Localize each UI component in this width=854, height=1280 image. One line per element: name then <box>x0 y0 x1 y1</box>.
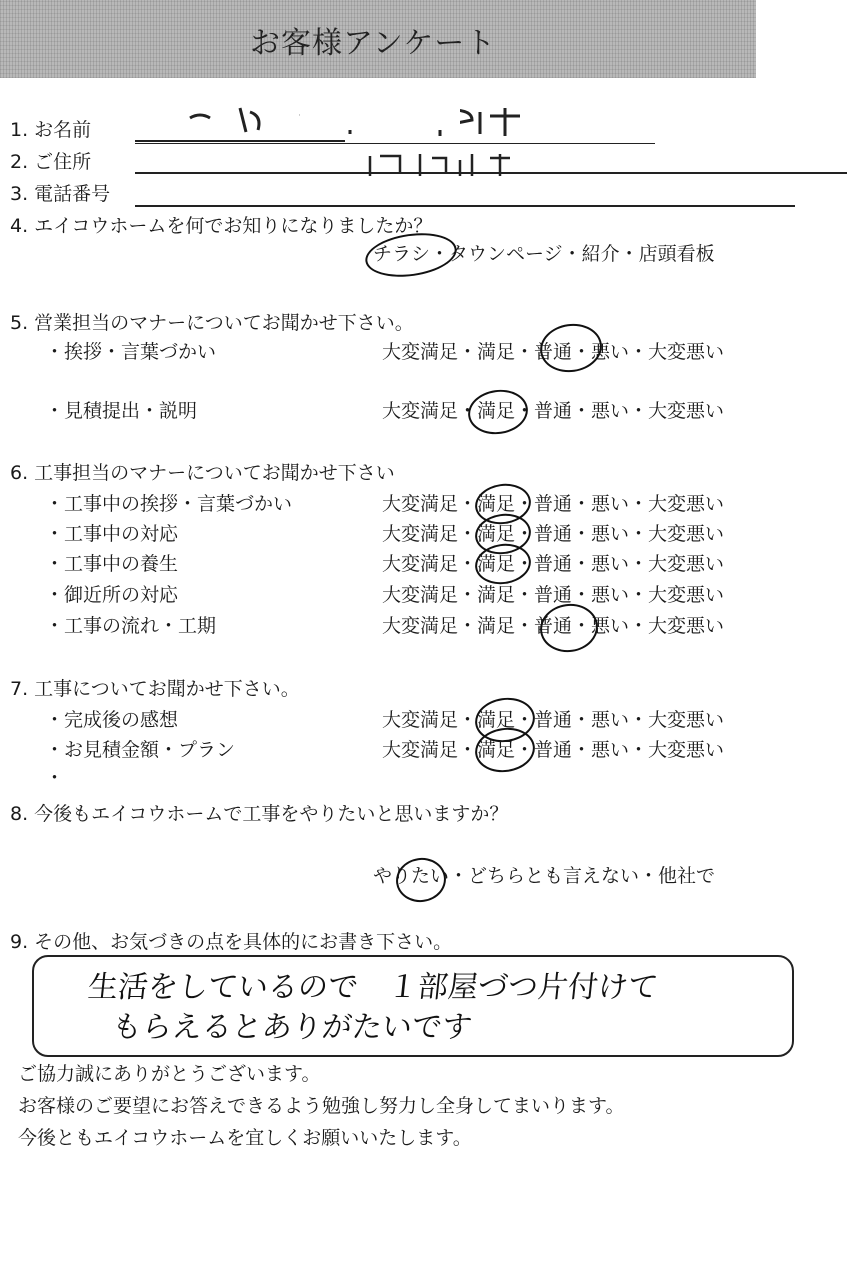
page-title: お客様アンケート <box>250 26 497 61</box>
q6-row-4-item: ・御近所の対応 <box>45 584 179 606</box>
address-label: 2. ご住所 <box>10 151 92 173</box>
q4-label: 4. エイコウホームを何でお知りになりましたか？ <box>10 215 433 237</box>
q7-row-2-scale: 大変満足・満足・普通・悪い・大変悪い <box>382 739 725 761</box>
name-line <box>135 140 345 142</box>
q6-row-4-scale: 大変満足・満足・普通・悪い・大変悪い <box>382 584 725 606</box>
q6-row-1-scale: 大変満足・満足・普通・悪い・大変悪い <box>382 493 725 515</box>
q5-label: 5. 営業担当のマナーについてお聞かせ下さい。 <box>10 312 414 334</box>
q7-row-2-item: ・お見積金額・プラン <box>45 739 236 761</box>
q8-label: 8. 今後もエイコウホームで工事をやりたいと思いますか？ <box>10 803 509 825</box>
q7-row-1-scale: 大変満足・満足・普通・悪い・大変悪い <box>382 709 725 731</box>
q7-row-1-item: ・完成後の感想 <box>45 709 179 731</box>
q5-row-1-scale: 大変満足・満足・普通・悪い・大変悪い <box>382 341 725 363</box>
q6-row-2-scale: 大変満足・満足・普通・悪い・大変悪い <box>382 523 725 545</box>
q6-row-3-scale: 大変満足・満足・普通・悪い・大変悪い <box>382 553 725 575</box>
q5-row-2-item: ・見積提出・説明 <box>45 400 198 422</box>
name-line-ext <box>135 143 655 144</box>
q6-row-1-item: ・工事中の挨拶・言葉づかい <box>45 493 293 515</box>
q6-row-2-item: ・工事中の対応 <box>45 523 179 545</box>
phone-label: 3. 電話番号 <box>10 183 111 205</box>
q7-label: 7. 工事についてお聞かせ下さい。 <box>10 678 300 700</box>
q5-row-1-item: ・挨拶・言葉づかい <box>45 341 217 363</box>
q4-options: チラシ・タウンページ・紹介・店頭看板 <box>373 243 715 265</box>
q8-options: やりたい・どちらとも言えない・他社で <box>373 865 716 887</box>
comment-line-2: もらえるとありがたいです <box>110 1010 474 1045</box>
q8-selection-circle <box>393 855 449 906</box>
phone-line <box>135 205 795 207</box>
closing-line-3: 今後ともエイコウホームを宜しくお願いいたします。 <box>18 1127 472 1149</box>
q7-extra-bullet: ・ <box>45 767 65 789</box>
closing-line-1: ご協力誠にありがとうございます。 <box>18 1063 321 1085</box>
q6-row-5-item: ・工事の流れ・工期 <box>45 615 217 637</box>
q6-row-5-selection-circle <box>537 600 601 656</box>
redaction-mask <box>300 100 460 130</box>
q5-row-2-selection-circle <box>465 386 531 438</box>
name-label: 1. お名前 <box>10 119 92 141</box>
q6-label: 6. 工事担当のマナーについてお聞かせ下さい <box>10 462 395 484</box>
comment-line-1: 生活をしているので １部屋づつ片付けて <box>86 970 660 1005</box>
q9-label: 9. その他、お気づきの点を具体的にお書き下さい。 <box>10 931 453 953</box>
closing-line-2: お客様のご要望にお答えできるよう勉強し努力し全身してまいります。 <box>18 1095 625 1117</box>
redacted-address-scribble <box>360 150 540 178</box>
q6-row-3-item: ・工事中の養生 <box>45 553 179 575</box>
q6-row-5-scale: 大変満足・満足・普通・悪い・大変悪い <box>382 615 725 637</box>
q5-row-2-scale: 大変満足・満足・普通・悪い・大変悪い <box>382 400 725 422</box>
q5-row-1-selection-circle <box>537 320 605 376</box>
